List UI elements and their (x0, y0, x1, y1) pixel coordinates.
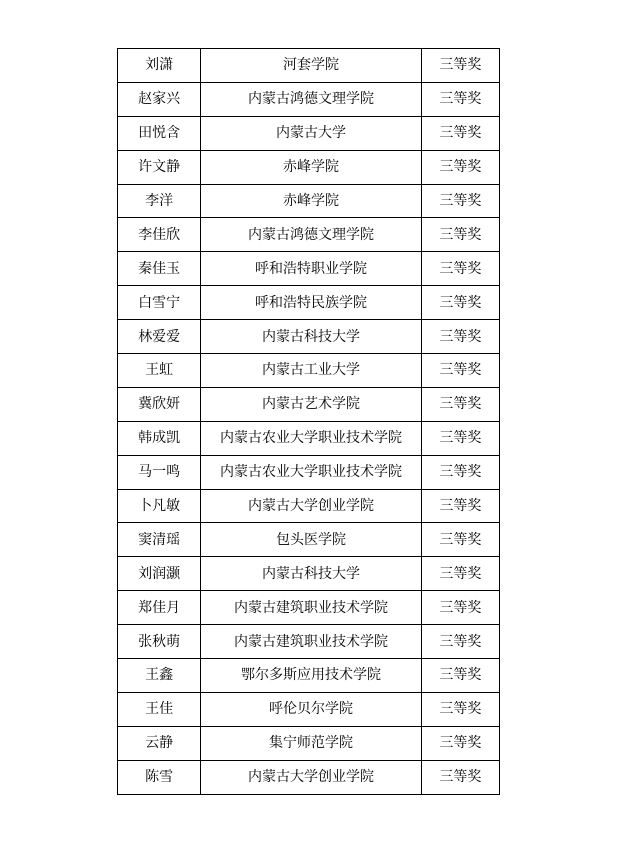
winner-name: 林爱爱 (118, 320, 201, 354)
table-row (118, 659, 500, 693)
winner-school: 呼和浩特民族学院 (201, 286, 422, 320)
winner-school: 包头医学院 (201, 523, 422, 557)
winner-school: 内蒙古大学创业学院 (201, 760, 422, 794)
table-row (118, 523, 500, 557)
winner-award: 三等奖 (421, 320, 499, 354)
winner-award: 三等奖 (421, 150, 499, 184)
winner-award: 三等奖 (421, 591, 499, 625)
winner-name: 陈雪 (118, 760, 201, 794)
table-row (118, 557, 500, 591)
winner-award: 三等奖 (421, 218, 499, 252)
table-row (118, 591, 500, 625)
table-row (118, 455, 500, 489)
table-row (118, 625, 500, 659)
winner-award: 三等奖 (421, 692, 499, 726)
winner-school: 集宁师范学院 (201, 726, 422, 760)
table-row (118, 760, 500, 794)
winner-school: 内蒙古农业大学职业技术学院 (201, 421, 422, 455)
winner-award: 三等奖 (421, 49, 499, 83)
table-row (118, 726, 500, 760)
winner-award: 三等奖 (421, 252, 499, 286)
winner-name: 秦佳玉 (118, 252, 201, 286)
winner-name: 刘润灏 (118, 557, 201, 591)
winner-name: 韩成凯 (118, 421, 201, 455)
table-row (118, 320, 500, 354)
winner-school: 内蒙古科技大学 (201, 557, 422, 591)
winner-school: 内蒙古农业大学职业技术学院 (201, 455, 422, 489)
winner-school: 鄂尔多斯应用技术学院 (201, 659, 422, 693)
winner-award: 三等奖 (421, 184, 499, 218)
winner-school: 内蒙古大学创业学院 (201, 489, 422, 523)
winner-school: 赤峰学院 (201, 150, 422, 184)
winner-award: 三等奖 (421, 557, 499, 591)
table-row (118, 82, 500, 116)
table-row (118, 692, 500, 726)
winner-award: 三等奖 (421, 421, 499, 455)
winner-name: 田悦含 (118, 116, 201, 150)
winner-name: 云静 (118, 726, 201, 760)
winner-name: 李洋 (118, 184, 201, 218)
winner-school: 河套学院 (201, 49, 422, 83)
winner-award: 三等奖 (421, 387, 499, 421)
winner-award: 三等奖 (421, 726, 499, 760)
winner-school: 呼伦贝尔学院 (201, 692, 422, 726)
winner-name: 窦清瑶 (118, 523, 201, 557)
table-row (118, 354, 500, 388)
winner-award: 三等奖 (421, 489, 499, 523)
winner-name: 白雪宁 (118, 286, 201, 320)
winner-school: 内蒙古鸿德文理学院 (201, 82, 422, 116)
winner-award: 三等奖 (421, 82, 499, 116)
winner-name: 许文静 (118, 150, 201, 184)
winner-school: 呼和浩特职业学院 (201, 252, 422, 286)
winner-name: 王鑫 (118, 659, 201, 693)
winner-name: 冀欣妍 (118, 387, 201, 421)
winner-name: 王虹 (118, 354, 201, 388)
table-row (118, 387, 500, 421)
winner-name: 张秋萌 (118, 625, 201, 659)
winner-award: 三等奖 (421, 659, 499, 693)
winner-school: 内蒙古艺术学院 (201, 387, 422, 421)
winner-name: 李佳欣 (118, 218, 201, 252)
winner-name: 郑佳月 (118, 591, 201, 625)
table-row (118, 252, 500, 286)
winner-school: 内蒙古建筑职业技术学院 (201, 591, 422, 625)
winner-school: 内蒙古建筑职业技术学院 (201, 625, 422, 659)
table-row (118, 421, 500, 455)
table-row (118, 489, 500, 523)
winner-name: 刘潇 (118, 49, 201, 83)
table-row (118, 218, 500, 252)
winner-school: 内蒙古大学 (201, 116, 422, 150)
award-table-body (118, 49, 500, 795)
winner-award: 三等奖 (421, 455, 499, 489)
table-row (118, 150, 500, 184)
winner-award: 三等奖 (421, 286, 499, 320)
winner-name: 王佳 (118, 692, 201, 726)
winner-school: 赤峰学院 (201, 184, 422, 218)
winner-school: 内蒙古工业大学 (201, 354, 422, 388)
winner-award: 三等奖 (421, 354, 499, 388)
winner-name: 卜凡敏 (118, 489, 201, 523)
winner-name: 马一鸣 (118, 455, 201, 489)
winner-award: 三等奖 (421, 625, 499, 659)
winner-name: 赵家兴 (118, 82, 201, 116)
winner-award: 三等奖 (421, 116, 499, 150)
winner-award: 三等奖 (421, 523, 499, 557)
table-row (118, 184, 500, 218)
table-row (118, 286, 500, 320)
winner-award: 三等奖 (421, 760, 499, 794)
award-table (117, 48, 500, 795)
winner-school: 内蒙古鸿德文理学院 (201, 218, 422, 252)
table-row (118, 116, 500, 150)
winner-school: 内蒙古科技大学 (201, 320, 422, 354)
table-row (118, 49, 500, 83)
